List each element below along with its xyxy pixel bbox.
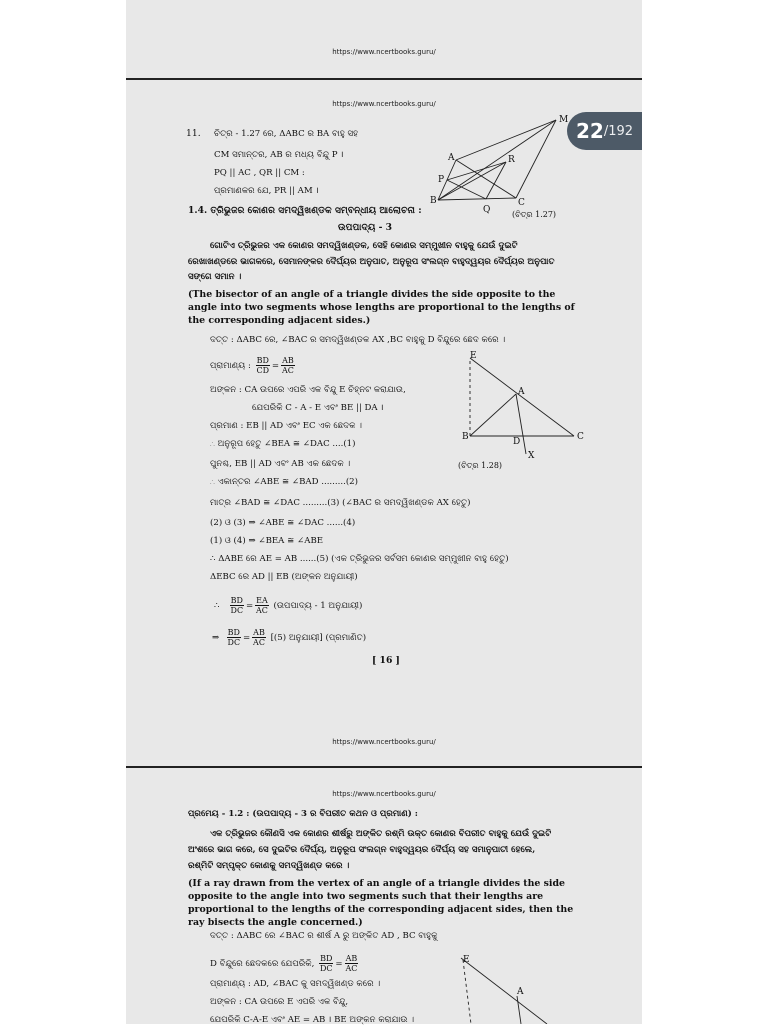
therefore-symbol: ∴ [214, 601, 220, 611]
figure-caption: (ଚିତ୍ର 1.28) [458, 461, 503, 470]
page-number: [ 16 ] [372, 655, 400, 666]
to-prove: ପ୍ରାମାଣ୍ୟ : AD, ∠BAC କୁ ସମଦ୍ୱିଖଣ୍ଡ କରେ । [210, 979, 381, 989]
total-pages: /192 [603, 123, 634, 139]
english-statement: (The bisector of an angle of a triangle divides the side opposite to the angle into two segments whose lengths are proportional to the lengths of the corresponding adjacent sides.) [188, 289, 575, 326]
construction-line: ଅଙ୍କନ : CA ଉପରେ ଏପରି ଏକ ବିନ୍ଦୁ E ଚିହ୍ନଟ କରାଯାଉ, [210, 385, 406, 395]
construction-line: ଯେପରିକି C - A - E ଏବଂ BE || DA । [252, 403, 384, 413]
denominator: DC [319, 964, 333, 973]
figure-1-27 [426, 112, 586, 220]
label-C: C [518, 198, 525, 208]
fraction [345, 954, 359, 973]
label-M: M [559, 115, 569, 125]
page-url-footer[interactable]: https://www.ncertbooks.guru/ [332, 738, 436, 746]
document-page-1 [126, 0, 642, 768]
theorem-text: ସଙ୍ଗେ ସମାନ । [188, 272, 242, 282]
label-B: B [430, 196, 437, 206]
fraction [227, 628, 241, 647]
denominator: AC [253, 638, 265, 647]
proof-line: ∴ ଅନୁରୂପ ହେତୁ ∠BEA ≅ ∠DAC ....(1) [210, 439, 356, 449]
label-B: B [462, 432, 469, 442]
page-top-divider [126, 78, 642, 80]
construction-line: ଅଙ୍କନ : CA ଉପରେ E ଏପରି ଏକ ବିନ୍ଦୁ, [210, 997, 349, 1007]
question-line: ଚିତ୍ର - 1.27 ରେ, ΔABC ର BA ବାହୁ ସହ [214, 129, 359, 139]
page-url-header[interactable]: https://www.ncertbooks.guru/ [332, 790, 436, 798]
current-page: 22 [575, 119, 604, 143]
denominator: DC [227, 638, 241, 647]
label-A: A [517, 987, 524, 997]
numerator: BD [230, 596, 243, 605]
numerator: BD [256, 356, 269, 365]
theorem-text: ରଶ୍ମିଟି ସମ୍ପୃକ୍ତ କୋଣକୁ ସମଦ୍ୱିଖଣ୍ଡ କରେ । [188, 861, 350, 871]
label-A: A [448, 153, 455, 163]
page-url-inner[interactable]: https://www.ncertbooks.guru/ [332, 100, 436, 108]
figure-partial [451, 952, 551, 1024]
question-number: 11. [186, 128, 201, 139]
denominator: AC [256, 606, 268, 615]
theorem-text: ଅଂଶରେ ଭାଗ କରେ, ସେ ଦୁଇଟିର ଦୈର୍ଘ୍ୟ, ଅନୁରୂପ ସଂଲଗ୍ନ ବାହୁଦ୍ୱୟର ଦୈର୍ଘ୍ୟ ସହ ସମାନୁପାତୀ ହେଲେ, [188, 845, 536, 855]
proof-line: ∴ ଏକାନ୍ତର ∠ABE ≅ ∠BAD .........(2) [210, 477, 358, 487]
section-heading: ପ୍ରମେୟ - 1.2 : (ଉପପାଦ୍ୟ - 3 ର ବିପରୀତ କଥନ ଓ ପ୍ରମାଣ) : [188, 809, 418, 819]
theorem-text: ରେଖାଖଣ୍ଡରେ ଭାଗକରେ, ସେମାନଙ୍କର ଦୈର୍ଘ୍ୟର ଅନୁପାତ, ଅନୁରୂପ ସଂଲଗ୍ନ ବାହୁଦ୍ୱୟର ଦୈର୍ଘ୍ୟର ଅନୁପାତ [188, 257, 555, 267]
construction-line: ଯେପରିକି C-A-E ଏବଂ AE = AB । BE ଅଙ୍କନ କରାଯାଉ । [210, 1015, 415, 1025]
page-counter-badge [567, 112, 642, 150]
denominator: AC [345, 964, 358, 973]
to-prove: ପ୍ରାମାଣ୍ୟ : $\frac{BD}{CD}$ = $\frac{AB}{AC}$ [210, 356, 294, 375]
numerator: BD [320, 954, 333, 963]
fraction [230, 596, 244, 615]
question-line: PQ || AC , QR || CM : [214, 168, 305, 178]
proof-line: (2) ଓ (3) ⇒ ∠ABE ≅ ∠DAC ......(4) [210, 518, 356, 528]
label-A: A [518, 387, 525, 397]
label-C: C [577, 432, 584, 442]
formula-line: ⇒ $\frac{BD}{DC}$ = $\frac{AB}{AC}$ [(5) ଅନୁଯାୟୀ] (ପ୍ରମାଣିତ) [212, 628, 367, 647]
numerator: AB [253, 628, 265, 637]
english-statement: (If a ray drawn from the vertex of an angle of a triangle divides the side opposite to the angle into two segments such that their lengths are proportional to the lengths of the corresponding adjacent sides, then the ray bisects the angle concerned.) [188, 878, 574, 928]
denominator: CD [256, 366, 270, 375]
numerator: AB [282, 356, 294, 365]
label-E: E [463, 955, 470, 965]
fraction [281, 356, 295, 375]
fraction [256, 356, 270, 375]
figure-1-28 [458, 350, 588, 472]
label-D: D [513, 437, 521, 447]
theorem-label: ଉପପାଦ୍ୟ - 3 [338, 222, 392, 233]
numerator: AB [345, 954, 358, 963]
given-text: ଦତ୍ତ : ΔABC ରେ ∠BAC ର ଶୀର୍ଷ A ରୁ ଅଙ୍କିତ AD , BC ବାହୁକୁ [210, 931, 438, 941]
proof-line: (1) ଓ (4) ⇒ ∠BEA ≅ ∠ABE [210, 536, 324, 546]
numerator: BD [227, 628, 240, 637]
label-P: P [438, 175, 445, 185]
theorem-text: ଏକ ତ୍ରିଭୁଜର କୌଣସି ଏକ କୋଣର ଶୀର୍ଷରୁ ଅଙ୍କିତ ରଶ୍ମି ଉକ୍ତ କୋଣର ବିପରୀତ ବାହୁକୁ ଯେଉଁ ଦୁଇଟି [210, 829, 552, 839]
fraction [252, 628, 266, 647]
page-url-header[interactable]: https://www.ncertbooks.guru/ [332, 48, 436, 56]
label-E: E [470, 351, 477, 361]
denominator: DC [230, 606, 244, 615]
document-page-2 [126, 768, 642, 1024]
numerator: EA [256, 596, 268, 605]
question-line: CM ସମାନ୍ତର, AB ର ମଧ୍ୟ ବିନ୍ଦୁ P । [214, 150, 344, 160]
proof-line: ΔEBC ରେ AD || EB (ଅଙ୍କନ ଅନୁଯାୟୀ) [210, 572, 358, 582]
to-prove-label: ପ୍ରାମାଣ୍ୟ : [210, 361, 251, 371]
given-text: D ବିନ୍ଦୁରେ ଛେଦକରେ ଯେପରିକି, $\frac{BD}{DC}$ = $\frac{AB}{AC}$ [210, 954, 358, 973]
fraction [319, 954, 333, 973]
section-title: 1.4. ତ୍ରିଭୁଜର କୋଣର ସମଦ୍ୱିଖଣ୍ଡକ ସମ୍ବନ୍ଧୀୟ ଆଲୋଚନା : [188, 205, 422, 216]
formula-note: (ଉପପାଦ୍ୟ - 1 ଅନୁଯାୟୀ) [273, 601, 363, 611]
proof-line: ମାତ୍ର ∠BAD ≅ ∠DAC .........(3) (∠BAC ର ସମଦ୍ୱିଖଣ୍ଡକ AX ହେତୁ) [210, 498, 471, 508]
proof-line: ପୁନଶ୍ଚ, EB || AD ଏବଂ AB ଏକ ଛେଦକ । [210, 459, 351, 469]
given-line: D ବିନ୍ଦୁରେ ଛେଦକରେ ଯେପରିକି, [210, 959, 315, 969]
given-text: ଦତ୍ତ : ΔABC ରେ, ∠BAC ର ସମଦ୍ୱିଖଣ୍ଡକ AX ,BC ବାହୁକୁ D ବିନ୍ଦୁରେ ଛେଦ କରେ । [210, 335, 506, 345]
question-line: ପ୍ରମାଣକର ଯେ, PR || AM । [214, 186, 319, 196]
figure-caption: (ଚିତ୍ର 1.27) [512, 210, 557, 219]
label-Q: Q [483, 205, 491, 215]
denominator: AC [281, 366, 294, 375]
implies-symbol: ⇒ [212, 633, 220, 643]
proof-line: ∴ ΔABE ରେ AE = AB ......(5) (ଏକ ତ୍ରିଭୁଜର ସର୍ବସମ କୋଣର ସମ୍ମୁଖୀନ ବାହୁ ହେତୁ) [210, 554, 509, 564]
label-R: R [508, 155, 515, 165]
formula-note: [(5) ଅନୁଯାୟୀ] (ପ୍ରମାଣିତ) [270, 633, 367, 643]
formula-line: ∴ $\frac{BD}{DC}$ = $\frac{EA}{AC}$ (ଉପପାଦ୍ୟ - 1 ଅନୁଯାୟୀ) [214, 596, 363, 615]
fraction [255, 596, 269, 615]
theorem-text: ଗୋଟିଏ ତ୍ରିଭୁଜର ଏକ କୋଣର ସମଦ୍ୱିଖଣ୍ଡକ, ସେହି କୋଣର ସମ୍ମୁଖୀନ ବାହୁକୁ ଯେଉଁ ଦୁଇଟି [210, 241, 518, 251]
label-X: X [528, 451, 535, 461]
proof-line: ପ୍ରମାଣ : EB || AD ଏବଂ EC ଏକ ଛେଦକ । [210, 421, 363, 431]
